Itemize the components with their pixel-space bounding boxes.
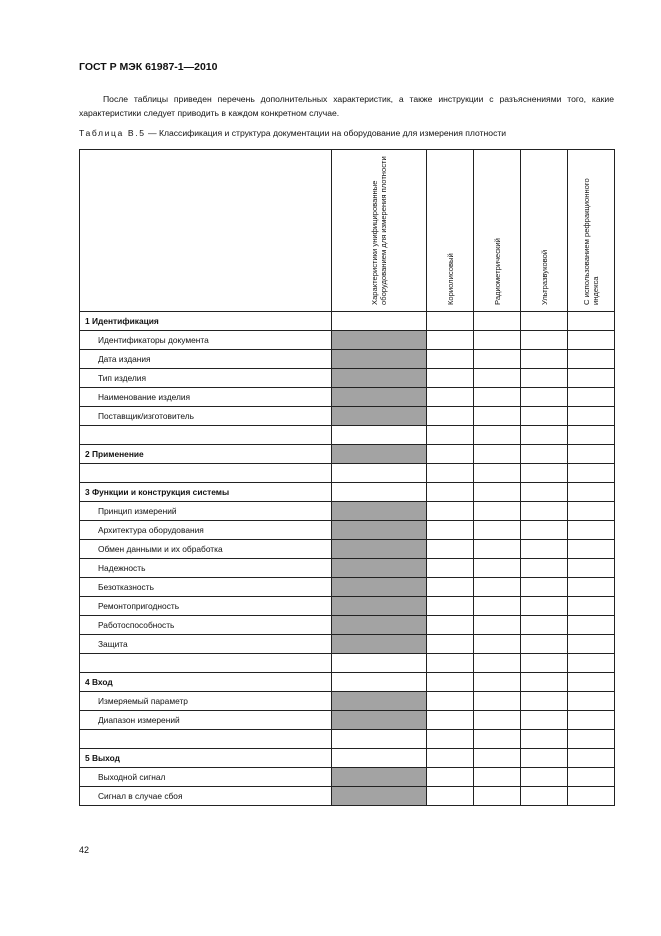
device-type-cell: [427, 350, 474, 369]
table-row: [80, 331, 615, 350]
device-type-cell: [521, 331, 568, 350]
device-type-cell: [427, 331, 474, 350]
device-type-cell: [568, 464, 615, 483]
document-code: ГОСТ Р МЭК 61987-1—2010: [79, 61, 218, 73]
table-row: [80, 578, 615, 597]
device-type-cell: [474, 692, 521, 711]
characteristic-label: Защита: [80, 635, 332, 654]
device-type-cell: [521, 616, 568, 635]
device-type-cell: [568, 597, 615, 616]
device-type-cell: [474, 559, 521, 578]
table-row: [80, 787, 615, 806]
device-type-cell: [427, 540, 474, 559]
device-type-cell: [474, 540, 521, 559]
device-type-cell: [521, 711, 568, 730]
device-type-cell: [427, 597, 474, 616]
section-heading: 2 Применение: [80, 445, 332, 464]
device-type-cell: [568, 635, 615, 654]
device-type-cell: [521, 749, 568, 768]
header-coriolis-label: Кориолисовый: [445, 253, 455, 305]
characteristics-cell: [332, 540, 427, 559]
device-type-cell: [427, 464, 474, 483]
characteristic-label: Архитектура оборудования: [80, 521, 332, 540]
blank-label-cell: [80, 464, 332, 483]
device-type-cell: [521, 464, 568, 483]
characteristics-cell: [332, 483, 427, 502]
characteristics-cell: [332, 597, 427, 616]
device-type-cell: [474, 635, 521, 654]
device-type-cell: [474, 483, 521, 502]
device-type-cell: [521, 426, 568, 445]
device-type-cell: [474, 578, 521, 597]
table-row: [80, 388, 615, 407]
characteristics-cell: [332, 350, 427, 369]
device-type-cell: [474, 730, 521, 749]
table-row: [80, 540, 615, 559]
device-type-cell: [568, 312, 615, 331]
characteristic-label: Дата издания: [80, 350, 332, 369]
characteristic-label: Принцип измерений: [80, 502, 332, 521]
device-type-cell: [568, 711, 615, 730]
device-type-cell: [521, 369, 568, 388]
device-type-cell: [568, 369, 615, 388]
characteristics-cell: [332, 787, 427, 806]
table-row: [80, 483, 615, 502]
device-type-cell: [568, 673, 615, 692]
device-type-cell: [427, 312, 474, 331]
table-row: [80, 369, 615, 388]
header-cell-coriolis: [427, 150, 474, 312]
device-type-cell: [427, 635, 474, 654]
device-type-cell: [427, 730, 474, 749]
characteristics-cell: [332, 331, 427, 350]
table-caption-text: — Классификация и структура документации на оборудование для измерения плотности: [145, 128, 507, 138]
device-type-cell: [474, 369, 521, 388]
device-type-cell: [427, 483, 474, 502]
device-type-cell: [568, 521, 615, 540]
device-type-cell: [521, 768, 568, 787]
header-radiometric-label: Радиометрический: [492, 238, 502, 305]
page-number: 42: [79, 845, 90, 855]
characteristics-cell: [332, 312, 427, 331]
characteristics-cell: [332, 711, 427, 730]
table-row: [80, 616, 615, 635]
table-row: [80, 597, 615, 616]
device-type-cell: [427, 426, 474, 445]
device-type-cell: [427, 502, 474, 521]
section-heading: 3 Функции и конструкция системы: [80, 483, 332, 502]
device-type-cell: [521, 483, 568, 502]
device-type-cell: [427, 673, 474, 692]
device-type-cell: [474, 749, 521, 768]
table-row: [80, 654, 615, 673]
device-type-cell: [474, 597, 521, 616]
characteristic-label: Безотказность: [80, 578, 332, 597]
device-type-cell: [427, 692, 474, 711]
characteristic-label: Наименование изделия: [80, 388, 332, 407]
characteristic-label: Ремонтопригодность: [80, 597, 332, 616]
characteristic-label: Выходной сигнал: [80, 768, 332, 787]
device-type-cell: [474, 445, 521, 464]
device-type-cell: [568, 426, 615, 445]
table-row: [80, 711, 615, 730]
device-type-cell: [568, 692, 615, 711]
device-type-cell: [521, 312, 568, 331]
section-heading: 4 Вход: [80, 673, 332, 692]
table-row: [80, 768, 615, 787]
table-row: [80, 464, 615, 483]
device-type-cell: [427, 407, 474, 426]
device-type-cell: [427, 749, 474, 768]
header-cell-refraction: [568, 150, 615, 312]
device-type-cell: [521, 502, 568, 521]
characteristics-cell: [332, 749, 427, 768]
device-type-cell: [474, 654, 521, 673]
device-type-cell: [521, 578, 568, 597]
table-row: [80, 502, 615, 521]
characteristic-label: Надежность: [80, 559, 332, 578]
characteristics-cell: [332, 578, 427, 597]
characteristic-label: Измеряемый параметр: [80, 692, 332, 711]
characteristics-cell: [332, 616, 427, 635]
table-row: [80, 749, 615, 768]
device-type-cell: [474, 502, 521, 521]
device-type-cell: [521, 559, 568, 578]
device-type-cell: [568, 787, 615, 806]
device-type-cell: [427, 369, 474, 388]
header-cell-characteristics: [332, 150, 427, 312]
device-type-cell: [474, 331, 521, 350]
device-type-cell: [521, 654, 568, 673]
characteristics-cell: [332, 673, 427, 692]
device-type-cell: [568, 559, 615, 578]
table-row: [80, 350, 615, 369]
device-type-cell: [568, 616, 615, 635]
device-type-cell: [474, 787, 521, 806]
section-heading: 1 Идентификация: [80, 312, 332, 331]
characteristic-label: Идентификаторы документа: [80, 331, 332, 350]
characteristics-cell: [332, 369, 427, 388]
device-type-cell: [474, 388, 521, 407]
device-type-cell: [474, 464, 521, 483]
table-row: [80, 521, 615, 540]
device-type-cell: [568, 502, 615, 521]
device-type-cell: [427, 711, 474, 730]
table-row: [80, 730, 615, 749]
table-row: [80, 673, 615, 692]
blank-label-cell: [80, 654, 332, 673]
device-type-cell: [474, 312, 521, 331]
device-type-cell: [521, 521, 568, 540]
header-refraction-label: С использованием рефракционного индекса: [582, 178, 600, 305]
device-type-cell: [521, 597, 568, 616]
table-row: [80, 312, 615, 331]
classification-table: [79, 149, 615, 806]
device-type-cell: [427, 559, 474, 578]
device-type-cell: [427, 578, 474, 597]
device-type-cell: [521, 540, 568, 559]
device-type-cell: [521, 692, 568, 711]
device-type-cell: [568, 768, 615, 787]
characteristics-cell: [332, 388, 427, 407]
device-type-cell: [521, 407, 568, 426]
device-type-cell: [474, 521, 521, 540]
device-type-cell: [568, 388, 615, 407]
characteristic-label: Работоспособность: [80, 616, 332, 635]
device-type-cell: [568, 407, 615, 426]
characteristics-cell: [332, 445, 427, 464]
table-caption-prefix: Таблица В.5: [79, 128, 146, 138]
device-type-cell: [568, 350, 615, 369]
table-row: [80, 426, 615, 445]
device-type-cell: [427, 388, 474, 407]
device-type-cell: [474, 426, 521, 445]
device-type-cell: [474, 711, 521, 730]
characteristics-cell: [332, 692, 427, 711]
characteristic-label: Поставщик/изготовитель: [80, 407, 332, 426]
table-header-row: [80, 150, 615, 312]
blank-label-cell: [80, 730, 332, 749]
device-type-cell: [427, 445, 474, 464]
blank-label-cell: [80, 426, 332, 445]
table-row: [80, 407, 615, 426]
characteristic-label: Сигнал в случае сбоя: [80, 787, 332, 806]
table-caption: [79, 128, 619, 138]
device-type-cell: [521, 730, 568, 749]
device-type-cell: [521, 445, 568, 464]
device-type-cell: [474, 673, 521, 692]
characteristics-cell: [332, 407, 427, 426]
characteristic-label: Тип изделия: [80, 369, 332, 388]
device-type-cell: [474, 350, 521, 369]
device-type-cell: [568, 730, 615, 749]
header-empty-cell: [80, 150, 332, 312]
characteristic-label: Обмен данными и их обработка: [80, 540, 332, 559]
table-row: [80, 445, 615, 464]
section-heading: 5 Выход: [80, 749, 332, 768]
device-type-cell: [568, 483, 615, 502]
characteristics-cell: [332, 502, 427, 521]
intro-paragraph: После таблицы приведен перечень дополнительных характеристик, а также инструкции с разъяснениями того, какие характеристики следует приводить в каждом конкретном случае.: [79, 94, 614, 118]
header-characteristics-label: Характеристики унифицированные оборудованием для измерения плотности: [370, 156, 388, 305]
device-type-cell: [521, 787, 568, 806]
device-type-cell: [427, 521, 474, 540]
header-cell-radiometric: [474, 150, 521, 312]
device-type-cell: [427, 787, 474, 806]
device-type-cell: [568, 540, 615, 559]
device-type-cell: [474, 768, 521, 787]
table-row: [80, 692, 615, 711]
characteristics-cell: [332, 730, 427, 749]
characteristics-cell: [332, 635, 427, 654]
device-type-cell: [521, 635, 568, 654]
characteristics-cell: [332, 464, 427, 483]
table-row: [80, 559, 615, 578]
device-type-cell: [568, 749, 615, 768]
device-type-cell: [474, 407, 521, 426]
device-type-cell: [568, 654, 615, 673]
device-type-cell: [427, 654, 474, 673]
device-type-cell: [521, 673, 568, 692]
characteristics-cell: [332, 768, 427, 787]
characteristic-label: Диапазон измерений: [80, 711, 332, 730]
device-type-cell: [568, 445, 615, 464]
device-type-cell: [568, 331, 615, 350]
table-row: [80, 635, 615, 654]
characteristics-cell: [332, 559, 427, 578]
characteristics-cell: [332, 654, 427, 673]
header-cell-ultrasonic: [521, 150, 568, 312]
device-type-cell: [427, 768, 474, 787]
header-ultrasonic-label: Ультразвуковой: [539, 249, 549, 305]
device-type-cell: [521, 388, 568, 407]
device-type-cell: [521, 350, 568, 369]
characteristics-cell: [332, 426, 427, 445]
characteristics-cell: [332, 521, 427, 540]
device-type-cell: [568, 578, 615, 597]
device-type-cell: [474, 616, 521, 635]
device-type-cell: [427, 616, 474, 635]
